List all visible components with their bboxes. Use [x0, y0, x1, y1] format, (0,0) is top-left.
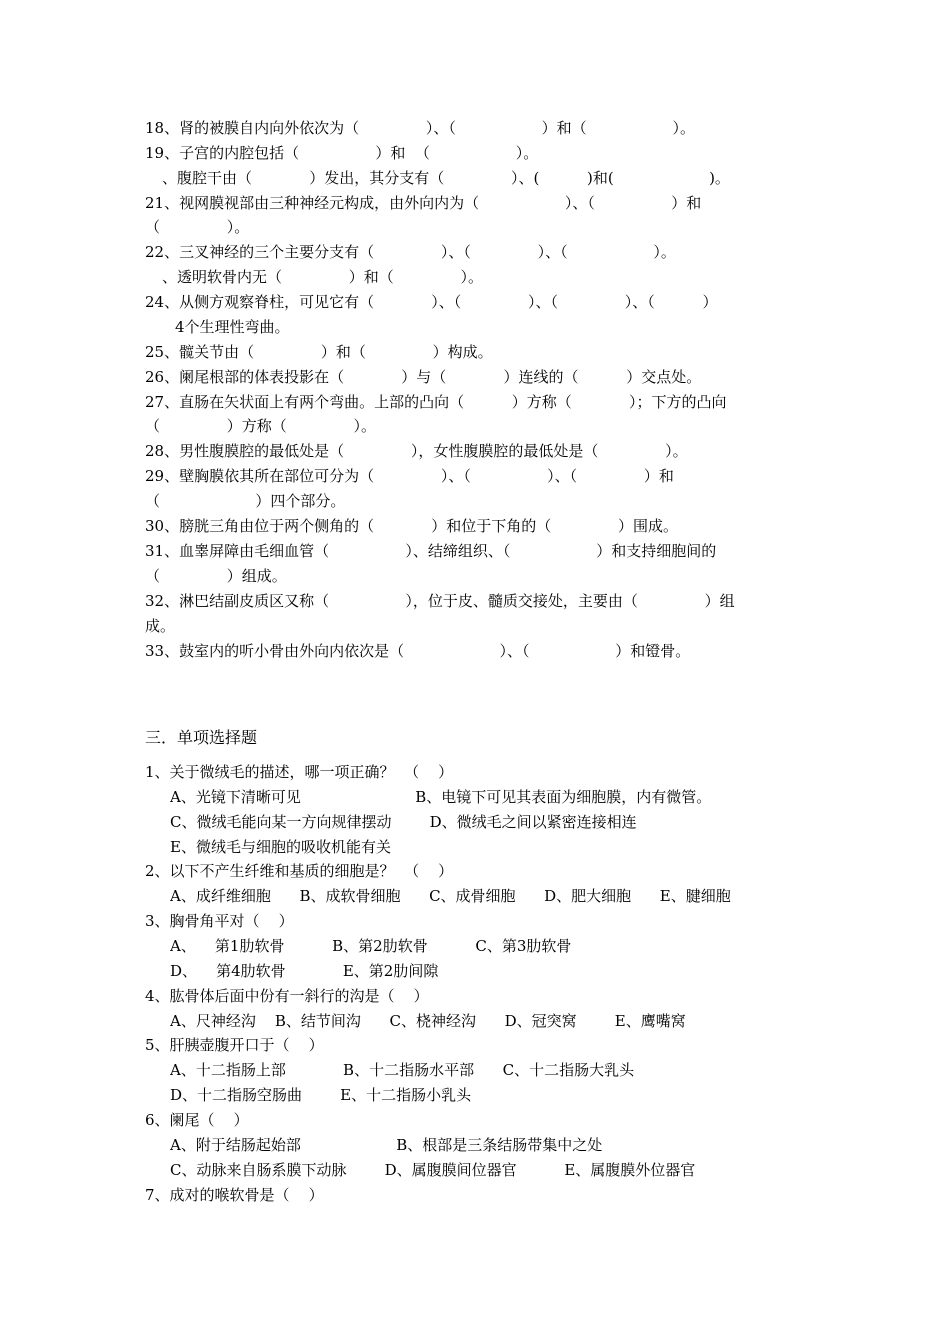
question-18: 18、肾的被膜自内向外依次为（ ）、（ ）和（ ）。 [145, 119, 695, 137]
choice-4-options: A、尺神经沟 B、结节间沟 C、桡神经沟 D、冠突窝 E、鹰嘴窝 [170, 1012, 686, 1030]
question-32-line1: 32、淋巴结副皮质区又称（ ），位于皮、髓质交接处，主要由（ ）组 [145, 592, 735, 610]
question-22: 22、三叉神经的三个主要分支有（ ）、（ ）、（ ）。 [145, 243, 676, 261]
choice-6-options-row2: C、动脉来自肠系膜下动脉 D、属腹膜间位器官 E、属腹膜外位器官 [170, 1161, 696, 1179]
question-29-line1: 29、壁胸膜依其所在部位可分为（ ）、（ ）、（ ）和 [145, 467, 674, 485]
question-26: 26、阑尾根部的体表投影在（ ）与（ ）连线的（ ）交点处。 [145, 368, 702, 386]
question-29-line2: （ ）四个部分。 [145, 492, 346, 510]
question-27-line2: （ ）方称（ ）。 [145, 417, 377, 435]
choice-question-3: 3、胸骨角平对（ ） [145, 912, 294, 930]
question-31-line1: 31、血睾屏障由毛细血管（ ）、结缔组织、（ ）和支持细胞间的 [145, 542, 717, 560]
choice-1-options-row2: C、微绒毛能向某一方向规律摆动 D、微绒毛之间以紧密连接相连 [170, 813, 637, 831]
question-27-line1: 27、直肠在矢状面上有两个弯曲。上部的凸向（ ）方称（ ）；下方的凸向 [145, 393, 727, 411]
choice-3-options-row1: A、 第1肋软骨 B、第2肋软骨 C、第3肋软骨 [170, 937, 572, 955]
choice-question-2: 2、以下不产生纤维和基质的细胞是？ （ ） [145, 862, 454, 880]
choice-1-options-row1: A、光镜下清晰可见 B、电镜下可见其表面为细胞膜，内有微管。 [170, 788, 712, 806]
choice-5-options-row2: D、十二指肠空肠曲 E、十二指肠小乳头 [170, 1086, 472, 1104]
question-21-line1: 21、视网膜视部由三种神经元构成，由外向内为（ ）、（ ）和 [145, 194, 702, 212]
question-24-line1: 24、从侧方观察脊柱，可见它有（ ）、（ ）、（ ）、（ ） [145, 293, 718, 311]
choice-question-5: 5、肝胰壶腹开口于（ ） [145, 1036, 324, 1054]
question-23: 、透明软骨内无（ ）和（ ）。 [162, 268, 484, 286]
choice-question-7: 7、成对的喉软骨是（ ） [145, 1186, 324, 1204]
question-20: 、腹腔干由（ ）发出，其分支有（ ）、( )和( )。 [162, 169, 730, 187]
choice-question-1: 1、关于微绒毛的描述，哪一项正确？ （ ） [145, 763, 454, 781]
question-31-line2: （ ）组成。 [145, 567, 287, 585]
choice-5-options-row1: A、十二指肠上部 B、十二指肠水平部 C、十二指肠大乳头 [170, 1061, 635, 1079]
question-25: 25、髋关节由（ ）和（ ）构成。 [145, 343, 493, 361]
question-28: 28、男性腹膜腔的最低处是（ ），女性腹膜腔的最低处是（ ）。 [145, 442, 688, 460]
question-32-line2: 成。 [145, 617, 176, 635]
choice-2-options: A、成纤维细胞 B、成软骨细胞 C、成骨细胞 D、肥大细胞 E、腱细胞 [170, 887, 731, 905]
choice-question-6: 6、阑尾（ ） [145, 1111, 249, 1129]
choice-6-options-row1: A、附于结肠起始部 B、根部是三条结肠带集中之处 [170, 1136, 603, 1154]
question-24-line2: 4个生理性弯曲。 [175, 318, 290, 336]
question-21-line2: （ ）。 [145, 218, 250, 236]
choice-question-4: 4、肱骨体后面中份有一斜行的沟是（ ） [145, 987, 429, 1005]
section-title: 三．单项选择题 [145, 728, 258, 747]
question-19: 19、子宫的内腔包括（ ）和 （ ）。 [145, 144, 539, 162]
question-33: 33、鼓室内的听小骨由外向内依次是（ ）、（ ）和镫骨。 [145, 642, 691, 660]
question-30: 30、膀胱三角由位于两个侧角的（ ）和位于下角的（ ）围成。 [145, 517, 679, 535]
choice-1-options-row3: E、微绒毛与细胞的吸收机能有关 [170, 838, 391, 856]
choice-3-options-row2: D、 第4肋软骨 E、第2肋间隙 [170, 962, 439, 980]
